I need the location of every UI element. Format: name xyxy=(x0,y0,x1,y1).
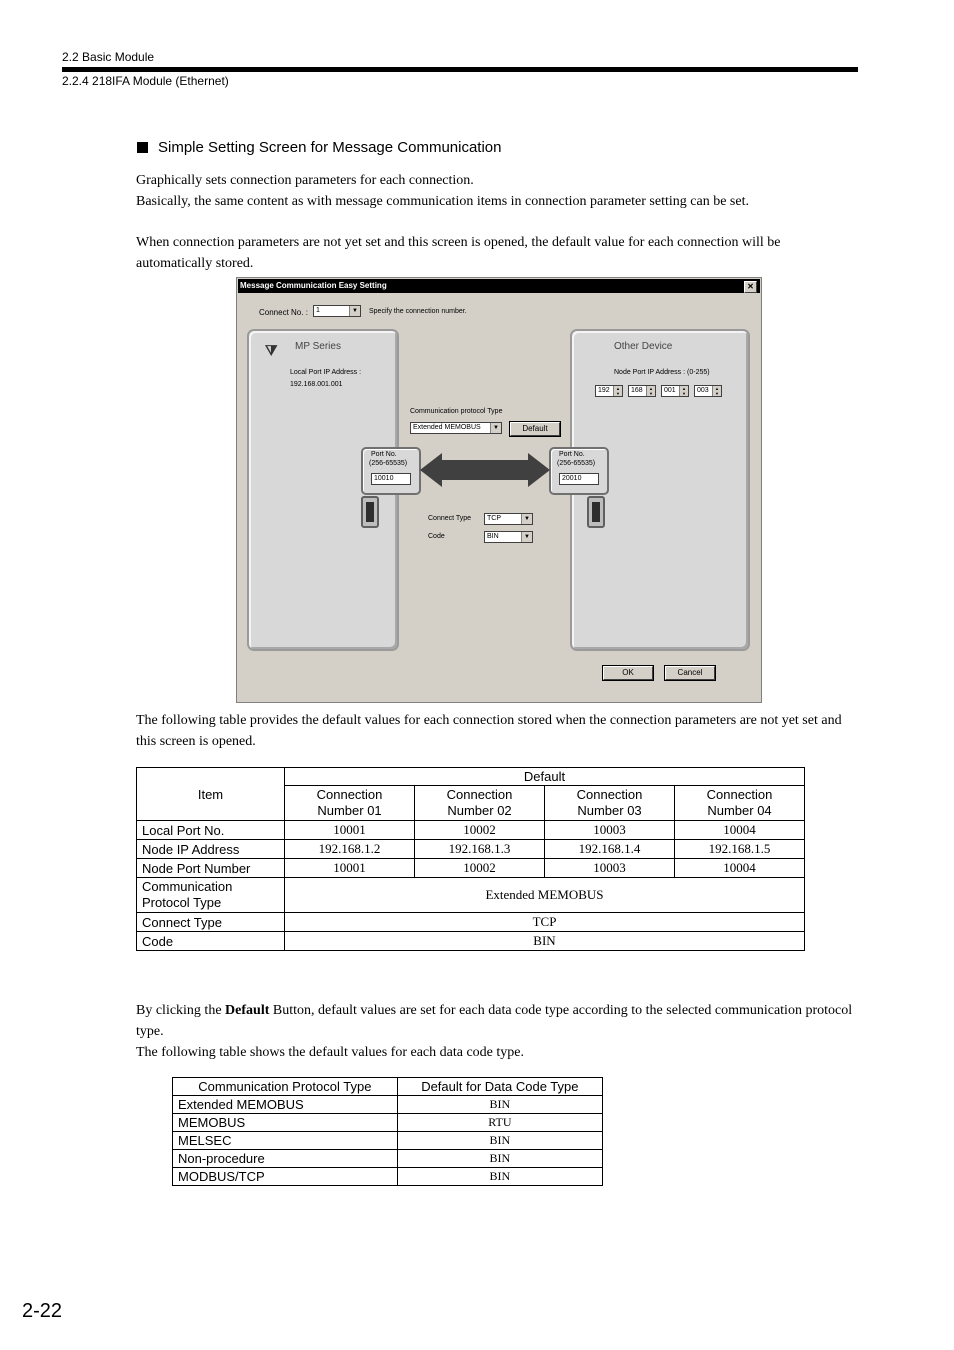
paragraph-text: By clicking the xyxy=(136,1003,226,1018)
square-bullet-icon xyxy=(137,142,148,153)
port-range-label: (256-65535) xyxy=(369,460,408,467)
dialog-title: Message Communication Easy Setting xyxy=(240,281,387,290)
table-header-connection: Connection Number 03 xyxy=(545,786,675,821)
table-cell: 10004 xyxy=(675,859,805,878)
paragraph-line: Graphically sets connection parameters for each connection. xyxy=(136,173,474,188)
other-device-title: Other Device xyxy=(614,341,673,352)
table-cell: TCP xyxy=(285,913,805,932)
table-row xyxy=(137,859,805,878)
chevron-down-icon[interactable]: ▼ xyxy=(521,514,532,524)
row-label: Connect Type xyxy=(137,913,285,932)
code-label: Code xyxy=(428,533,445,540)
row-label: MELSEC xyxy=(173,1132,398,1150)
row-label: Node Port Number xyxy=(137,859,285,878)
default-button[interactable]: Default xyxy=(510,422,560,436)
section-title: Simple Setting Screen for Message Communication xyxy=(158,139,502,156)
spin-icon[interactable]: ▲ ▼ xyxy=(613,386,622,396)
table-cell: 10001 xyxy=(285,859,415,878)
octet-value: 168 xyxy=(631,387,643,394)
octet-value: 001 xyxy=(664,387,676,394)
node-ip-octet-1[interactable] xyxy=(595,385,623,397)
paragraph-table-intro: The following table provides the default values for each connection stored when the connection parameters are not yet set and this screen is opened. xyxy=(136,713,842,749)
table-row xyxy=(137,821,805,840)
local-ip-value: 192.168.001.001 xyxy=(290,381,343,388)
connect-no-value: 1 xyxy=(316,307,320,314)
header-rule xyxy=(62,67,858,72)
row-label: Extended MEMOBUS xyxy=(173,1096,398,1114)
octet-value: 003 xyxy=(697,387,709,394)
data-code-table xyxy=(172,1077,603,1186)
table-cell: 10003 xyxy=(545,859,675,878)
port-range-label: (256-65535) xyxy=(557,460,596,467)
default-values-table xyxy=(136,767,805,951)
table-cell: BIN xyxy=(397,1096,602,1114)
paragraph-default-note: When connection parameters are not yet set and this screen is opened, the default value for each connection will be automatically stored. xyxy=(136,235,781,271)
table-row xyxy=(137,840,805,859)
row-label: Non-procedure xyxy=(173,1150,398,1168)
remote-port-box xyxy=(549,447,609,495)
table-header-item: Item xyxy=(137,768,285,821)
dialog-title-bar xyxy=(238,279,760,293)
spin-icon[interactable]: ▲ ▼ xyxy=(712,386,721,396)
spin-icon[interactable]: ▲ ▼ xyxy=(679,386,688,396)
paragraph-text: Button, default values are set for each data code type according to the selected communication protocol type. xyxy=(136,1003,853,1039)
ethernet-port-icon xyxy=(587,496,605,528)
code-select[interactable] xyxy=(484,531,533,543)
table-header: Communication Protocol Type xyxy=(173,1078,398,1096)
table-row xyxy=(137,878,805,913)
table-header-connection: Connection Number 04 xyxy=(675,786,805,821)
protocol-select[interactable] xyxy=(410,422,502,434)
connect-type-select[interactable] xyxy=(484,513,533,525)
table-header: Default for Data Code Type xyxy=(397,1078,602,1096)
table-row xyxy=(173,1132,603,1150)
table-cell: 10002 xyxy=(415,859,545,878)
protocol-value: Extended MEMOBUS xyxy=(413,424,481,431)
ok-button[interactable]: OK xyxy=(603,666,653,680)
code-value: BIN xyxy=(487,533,499,540)
double-arrow-icon xyxy=(420,453,550,487)
port-label: Port No. xyxy=(559,451,585,458)
chevron-down-icon[interactable]: ▼ xyxy=(521,532,532,542)
table-cell: BIN xyxy=(397,1168,602,1186)
table-cell: 192.168.1.3 xyxy=(415,840,545,859)
table-row xyxy=(173,1096,603,1114)
table-cell: 192.168.1.2 xyxy=(285,840,415,859)
table-cell: 192.168.1.4 xyxy=(545,840,675,859)
table-row xyxy=(137,932,805,951)
node-ip-octet-2[interactable] xyxy=(628,385,656,397)
connect-no-label: Connect No. : xyxy=(259,308,308,317)
connect-type-value: TCP xyxy=(487,515,501,522)
local-port-input[interactable]: 10010 xyxy=(371,473,411,485)
row-label: Code xyxy=(137,932,285,951)
table-row xyxy=(173,1168,603,1186)
header-section: 2.2 Basic Module xyxy=(62,50,155,64)
paragraph-intro xyxy=(136,170,858,212)
paragraph-line: Basically, the same content as with message communication items in connection parameter setting can be set. xyxy=(136,194,749,209)
octet-value: 192 xyxy=(598,387,610,394)
table-row xyxy=(137,913,805,932)
table-header-connection: Connection Number 02 xyxy=(415,786,545,821)
table-cell: BIN xyxy=(397,1132,602,1150)
paragraph-default-button xyxy=(136,1000,858,1042)
row-label: MEMOBUS xyxy=(173,1114,398,1132)
paragraph-code-table-intro: The following table shows the default values for each data code type. xyxy=(136,1045,524,1060)
connect-no-select[interactable] xyxy=(313,305,361,317)
page-number: 2-22 xyxy=(22,1300,63,1322)
default-button-ref: Default xyxy=(225,1003,270,1018)
remote-port-input[interactable]: 20010 xyxy=(559,473,599,485)
node-ip-octet-4[interactable] xyxy=(694,385,722,397)
table-cell: RTU xyxy=(397,1114,602,1132)
row-label: Node IP Address xyxy=(137,840,285,859)
header-subsection: 2.2.4 218IFA Module (Ethernet) xyxy=(62,74,229,88)
table-cell: BIN xyxy=(397,1150,602,1168)
spin-icon[interactable]: ▲ ▼ xyxy=(646,386,655,396)
table-header-default: Default xyxy=(285,768,805,786)
connect-no-hint: Specify the connection number. xyxy=(369,308,467,315)
section-heading xyxy=(137,139,502,156)
node-ip-octet-3[interactable] xyxy=(661,385,689,397)
table-row xyxy=(173,1150,603,1168)
table-cell: 10004 xyxy=(675,821,805,840)
cancel-button[interactable]: Cancel xyxy=(665,666,715,680)
row-label: MODBUS/TCP xyxy=(173,1168,398,1186)
node-ip-label: Node Port IP Address : (0-255) xyxy=(614,369,710,376)
close-icon[interactable]: ✕ xyxy=(744,281,757,293)
table-cell: BIN xyxy=(285,932,805,951)
protocol-label: Communication protocol Type xyxy=(410,408,503,415)
ethernet-port-icon xyxy=(361,496,379,528)
table-header-connection: Connection Number 01 xyxy=(285,786,415,821)
table-cell: 10003 xyxy=(545,821,675,840)
chevron-down-icon[interactable]: ▼ xyxy=(349,306,360,316)
table-row xyxy=(173,1114,603,1132)
yaskawa-logo-icon: ⧩ xyxy=(265,342,278,358)
table-cell: 192.168.1.5 xyxy=(675,840,805,859)
table-cell: Extended MEMOBUS xyxy=(285,878,805,913)
chevron-down-icon[interactable]: ▼ xyxy=(490,423,501,433)
mp-series-title: MP Series xyxy=(295,341,341,352)
table-cell: 10001 xyxy=(285,821,415,840)
table-cell: 10002 xyxy=(415,821,545,840)
row-label: Local Port No. xyxy=(137,821,285,840)
port-label: Port No. xyxy=(371,451,397,458)
local-port-box xyxy=(361,447,421,495)
connect-type-label: Connect Type xyxy=(428,515,472,522)
easy-setting-dialog xyxy=(236,277,762,703)
row-label: Communication Protocol Type xyxy=(137,878,285,913)
local-ip-label: Local Port IP Address : xyxy=(290,369,362,376)
